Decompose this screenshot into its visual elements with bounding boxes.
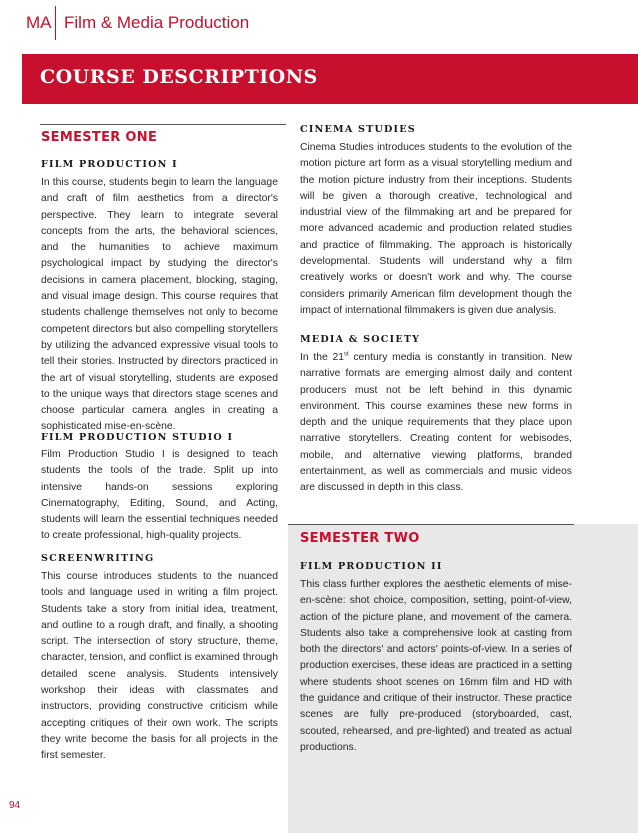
course-desc-screenwriting: This course introduces students to the nuanced tools and language used in writing a film project. Students take a story from initial idea, treatment, and outline to a rough draft, and finally, a shooting script. The intersection of story structure, theme, character, tension, and conflict is examined through detailed scene analysis. Students intensively workshop their ideas with classmates and instructors, providing constructive criticism while accepting critiques of their own work. The scripts they write become the basis for all projects in the first semester. xyxy=(41,571,278,762)
header-divider xyxy=(55,6,56,40)
course-title-screenwriting: SCREENWRITING xyxy=(41,553,155,564)
program-name: Film & Media Production xyxy=(64,13,250,32)
page-title: COURSE DESCRIPTIONS xyxy=(40,66,318,88)
page-header xyxy=(0,0,638,50)
course-desc-media-society: In the 21st century media is constantly in transition. New narrative formats are emerging almost daily and content producers must not be left behind in this dynamic environment. This course examines these new forms in depth and the unique requirements that they place upon narrative storytellers. Creating content for webisodes, mobile, and alternative viewing platforms, branded entertainment, as well as commercials and music videos are discussed in depth in this class. xyxy=(300,351,572,494)
course-desc-film-production-studio-1: Film Production Studio I is designed to teach students the tools of the trade. Split up into intensive hands-on sessions exploring Cinematography, Editing, Sound, and Acting, students will learn the essential techniques needed to create professional, high-quality projects. xyxy=(41,449,278,542)
page-number: 94 xyxy=(9,800,21,811)
course-title-film-production-1: FILM PRODUCTION I xyxy=(41,159,178,170)
section-banner xyxy=(22,54,638,104)
semester-one-heading: SEMESTER ONE xyxy=(41,130,158,145)
course-title-cinema-studies: CINEMA STUDIES xyxy=(300,124,416,135)
course-desc-film-production-2: This class further explores the aesthetic elements of mise-en-scène: shot choice, composition, setting, point-of-view, action of the picture plane, and movement of the camera. Students also take a comprehensive look at casting from both the directors' and actors' points-of-view. In a series of production exercises, these ideas are practiced in a setting where students shoot scenes on 16mm film and HD with the guidance and critique of their instructor. These practice scenes are fully pre-produced (storyboarded, cast, scouted, rehearsed, and pre-lighted) and treated as actual productions. xyxy=(300,579,572,753)
course-title-film-production-studio-1: FILM PRODUCTION STUDIO I xyxy=(41,432,234,443)
program-code: MA xyxy=(26,13,52,32)
semester-two-heading: SEMESTER TWO xyxy=(300,531,420,546)
course-title-film-production-2: FILM PRODUCTION II xyxy=(300,561,443,572)
course-desc-cinema-studies: Cinema Studies introduces students to the evolution of the motion picture art form as a visual storytelling medium and the motion picture industry from their inceptions. Students will be given a thorough creative, technological and industrial view of the filmmaking art and be prepared for more advanced academic and production related studies and practice of filmmaking. The approach is historically developmental. Students will understand why a film creatively works or doesn't work and why. The course considers primarily American film development though the impact of international filmmakers is given due analysis. xyxy=(300,142,572,316)
course-desc-film-production-1: In this course, students begin to learn the language and craft of film aesthetics from a director's perspective. They learn to integrate several concepts from the arts, the behavioral sciences, and the humanities to achieve maximum psychological impact by studying the director's decisions in camera placement, blocking, staging, and visual image design. This course requires that students challenge themselves not only to become competent directors but also compelling storytellers by utilizing the advanced expressive visual tools to tell their stories. Instructed by directors practiced in the art of visual storytelling, students are exposed to the unique ways that directors stage scenes and choose particular camera angles in creating a sophisticated mise-en-scène. xyxy=(41,177,278,433)
semester-one-rule xyxy=(40,124,286,125)
semester-two-rule xyxy=(288,524,574,525)
course-title-media-society: MEDIA & SOCIETY xyxy=(300,334,421,345)
